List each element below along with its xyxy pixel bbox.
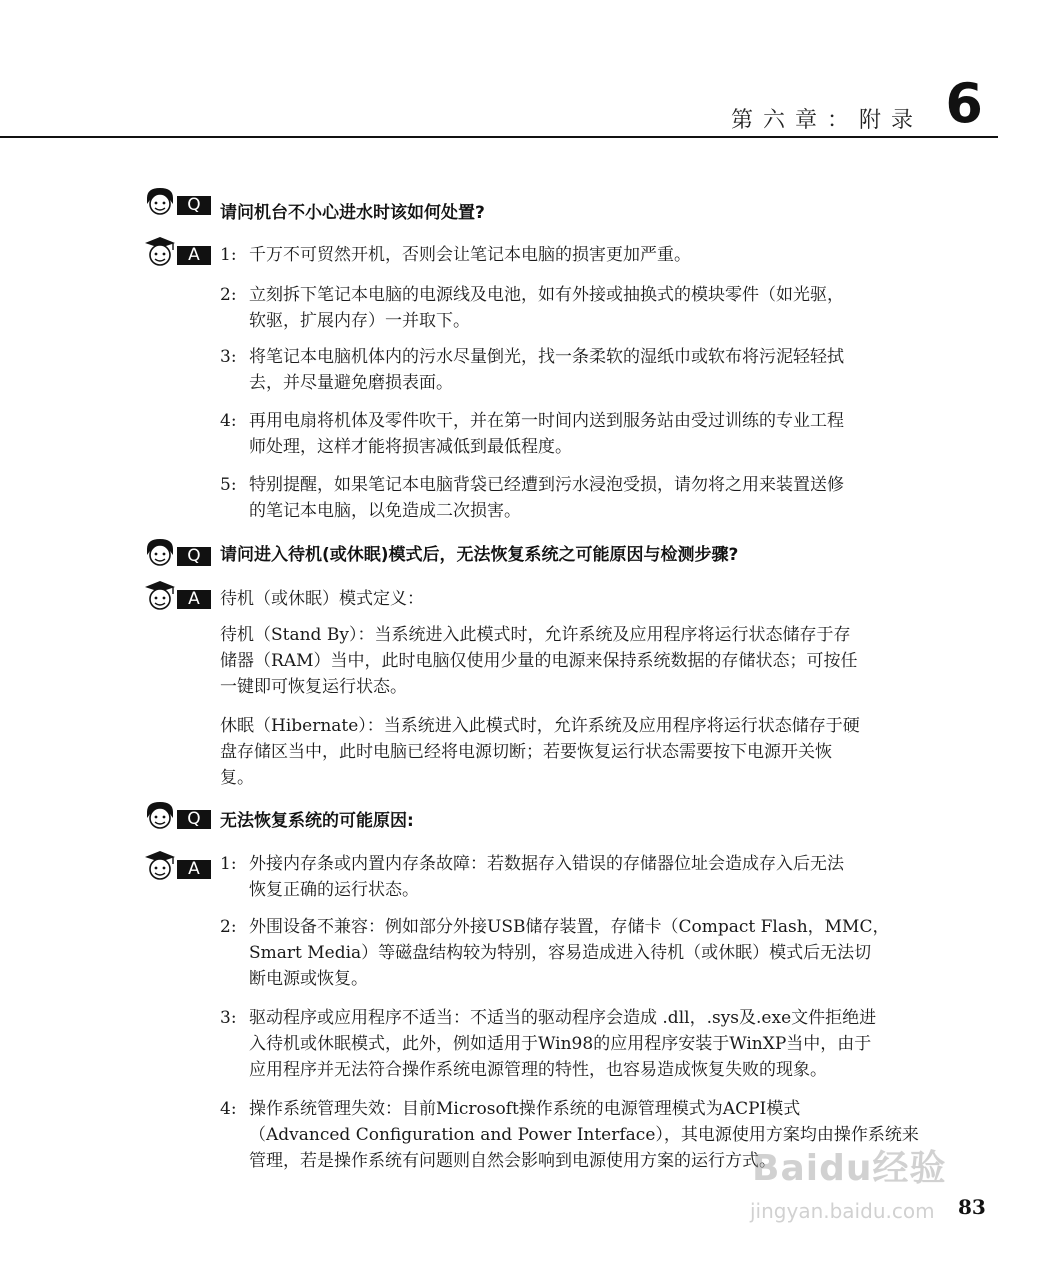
list-item: 4: 操作系统管理失效：目前Microsoft操作系统的电源管理模式为ACPI模式 （Advanced Configuration and Power Interface），其电源使用方案均由操作系统来 管理，若是操作系统有问题则自然会影响到电源使用方案的运行方式。 bbox=[220, 1099, 919, 1171]
answer-icon bbox=[143, 580, 211, 610]
baidu-watermark bbox=[752, 1140, 946, 1223]
question-label: Q bbox=[177, 810, 211, 829]
question-icon bbox=[143, 800, 211, 830]
answer-icon bbox=[143, 850, 211, 880]
list-item: 2: 立刻拆下笔记本电脑的电源线及电池，如有外接或抽换式的模块零件（如光驱， 软驱，扩展内存）一并取下。 bbox=[220, 285, 844, 331]
list-item: 3: 驱动程序或应用程序不适当：不适当的驱动程序会造成 .dll，.sys及.exe文件拒绝进 入待机或休眠模式，此外，例如适用于Win98的应用程序安装于WinXP当中，由于 应用程序并无法符合操作系统电源管理的特性，也容易造成恢复失败的现象。 bbox=[220, 1008, 877, 1080]
list-item: 1: 千万不可贸然开机，否则会让笔记本电脑的损害更加严重。 bbox=[220, 245, 691, 265]
answer-label: A bbox=[177, 860, 211, 879]
watermark-logo: Baidu经验 bbox=[752, 1148, 947, 1189]
page-number: 83 bbox=[958, 1195, 986, 1219]
list-item: 5: 特别提醒，如果笔记本电脑背袋已经遭到污水浸泡受损，请勿将之用来装置送修 的笔记本电脑，以免造成二次损害。 bbox=[220, 475, 844, 521]
graduate-face-icon bbox=[143, 236, 177, 266]
answer-intro: 待机（或休眠）模式定义： bbox=[220, 589, 424, 609]
header-divider bbox=[0, 136, 998, 138]
question-label: Q bbox=[177, 196, 211, 215]
answer-label: A bbox=[177, 246, 211, 265]
definition-standby: 待机（Stand By）：当系统进入此模式时，允许系统及应用程序将运行状态储存于存 储器（RAM）当中，此时电脑仅使用少量的电源来保持系统数据的存储状态；可按任 一键即可恢复运行状态。 bbox=[220, 625, 858, 697]
girl-face-icon bbox=[143, 800, 177, 830]
definition-hibernate: 休眠（Hibernate）：当系统进入此模式时，允许系统及应用程序将运行状态储存于硬 盘存储区当中，此时电脑已经将电源切断；若要恢复运行状态需要按下电源开关恢 复。 bbox=[220, 716, 860, 788]
girl-face-icon bbox=[143, 186, 177, 216]
list-item: 3: 将笔记本电脑机体内的污水尽量倒光，找一条柔软的湿纸巾或软布将污泥轻轻拭 去，并尽量避免磨损表面。 bbox=[220, 347, 844, 393]
question-icon bbox=[143, 537, 211, 567]
answer-icon bbox=[143, 236, 211, 266]
question-text: 请问机台不小心进水时该如何处置? bbox=[220, 203, 485, 223]
girl-face-icon bbox=[143, 537, 177, 567]
question-text: 无法恢复系统的可能原因: bbox=[220, 811, 414, 831]
question-icon bbox=[143, 186, 211, 216]
list-item: 1: 外接内存条或内置内存条故障：若数据存入错误的存储器位址会造成存入后无法 恢复正确的运行状态。 bbox=[220, 854, 844, 900]
watermark-url: jingyan.baidu.com bbox=[750, 1199, 935, 1223]
chapter-title: 第六章：附录 bbox=[730, 108, 923, 133]
list-item: 2: 外围设备不兼容：例如部分外接USB储存装置，存储卡（Compact Flash，MMC， Smart Media）等磁盘结构较为特别，容易造成进入待机（或休眠）模式后无法切 断电源或恢复。 bbox=[220, 917, 890, 989]
question-text: 请问进入待机(或休眠)模式后，无法恢复系统之可能原因与检测步骤? bbox=[220, 545, 739, 565]
answer-label: A bbox=[177, 590, 211, 609]
graduate-face-icon bbox=[143, 850, 177, 880]
question-label: Q bbox=[177, 547, 211, 566]
list-item: 4: 再用电扇将机体及零件吹干，并在第一时间内送到服务站由受过训练的专业工程 师处理，这样才能将损害减低到最低程度。 bbox=[220, 411, 844, 457]
graduate-face-icon bbox=[143, 580, 177, 610]
chapter-number: 6 bbox=[945, 72, 983, 135]
